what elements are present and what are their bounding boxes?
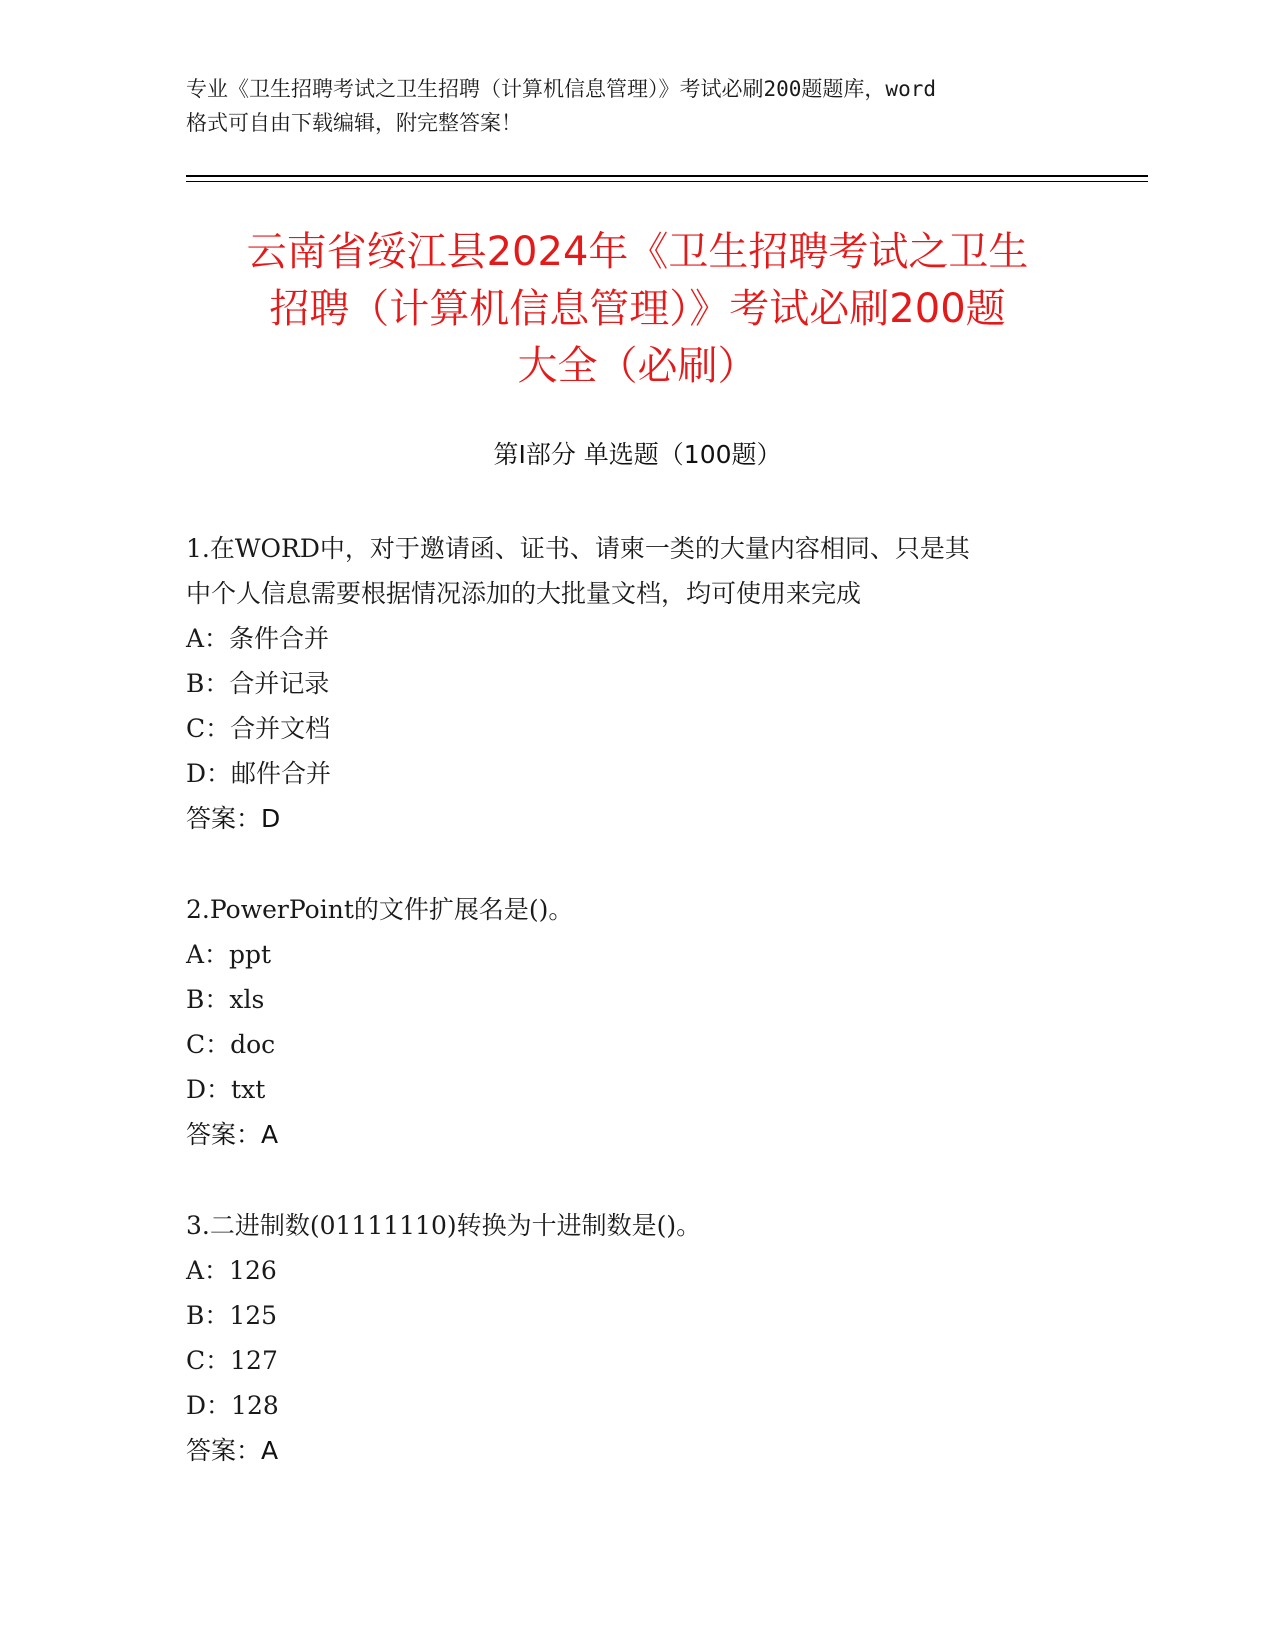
question-stem-line1: 2.PowerPoint的文件扩展名是()。 <box>186 895 574 924</box>
question-3 <box>186 1203 1086 1473</box>
option-a: A：条件合并 <box>186 624 330 653</box>
document-title <box>180 224 1095 395</box>
option-c: C：127 <box>186 1346 278 1375</box>
option-d: D：128 <box>186 1391 279 1420</box>
header-note-line2: 格式可自由下载编辑，附完整答案！ <box>186 111 522 135</box>
question-2 <box>186 887 1086 1157</box>
option-a: A：ppt <box>186 940 272 969</box>
question-1 <box>186 526 1086 841</box>
question-stem-line2: 中个人信息需要根据情况添加的大批量文档，均可使用来完成 <box>186 579 862 608</box>
option-d: D：邮件合并 <box>186 759 332 788</box>
header-note <box>186 72 1086 140</box>
answer: 答案：D <box>186 804 281 833</box>
title-line2: 招聘（计算机信息管理）》考试必刷200题 <box>269 286 1006 332</box>
title-line3: 大全（必刷） <box>517 343 758 389</box>
header-note-line1: 专业《卫生招聘考试之卫生招聘（计算机信息管理）》考试必刷200题题库，word <box>186 77 936 101</box>
header-divider-thin <box>186 181 1148 182</box>
option-b: B：xls <box>186 985 265 1014</box>
option-b: B：合并记录 <box>186 669 330 698</box>
answer: 答案：A <box>186 1436 279 1465</box>
question-stem <box>186 526 1086 616</box>
question-stem-line1: 1.在WORD中，对于邀请函、证书、请柬一类的大量内容相同、只是其 <box>186 534 970 563</box>
question-stem-line1: 3.二进制数(01111110)转换为十进制数是()。 <box>186 1211 702 1240</box>
title-line1: 云南省绥江县2024年《卫生招聘考试之卫生 <box>246 229 1029 275</box>
question-list <box>186 526 1086 1519</box>
option-c: C：doc <box>186 1030 276 1059</box>
option-a: A：126 <box>186 1256 277 1285</box>
option-d: D：txt <box>186 1075 266 1104</box>
header-divider-thick <box>186 175 1148 177</box>
option-c: C：合并文档 <box>186 714 331 743</box>
option-b: B：125 <box>186 1301 278 1330</box>
section-heading: 第Ⅰ部分 单选题（100题） <box>493 440 782 469</box>
question-stem <box>186 887 1086 932</box>
question-stem <box>186 1203 1086 1248</box>
answer: 答案：A <box>186 1120 279 1149</box>
